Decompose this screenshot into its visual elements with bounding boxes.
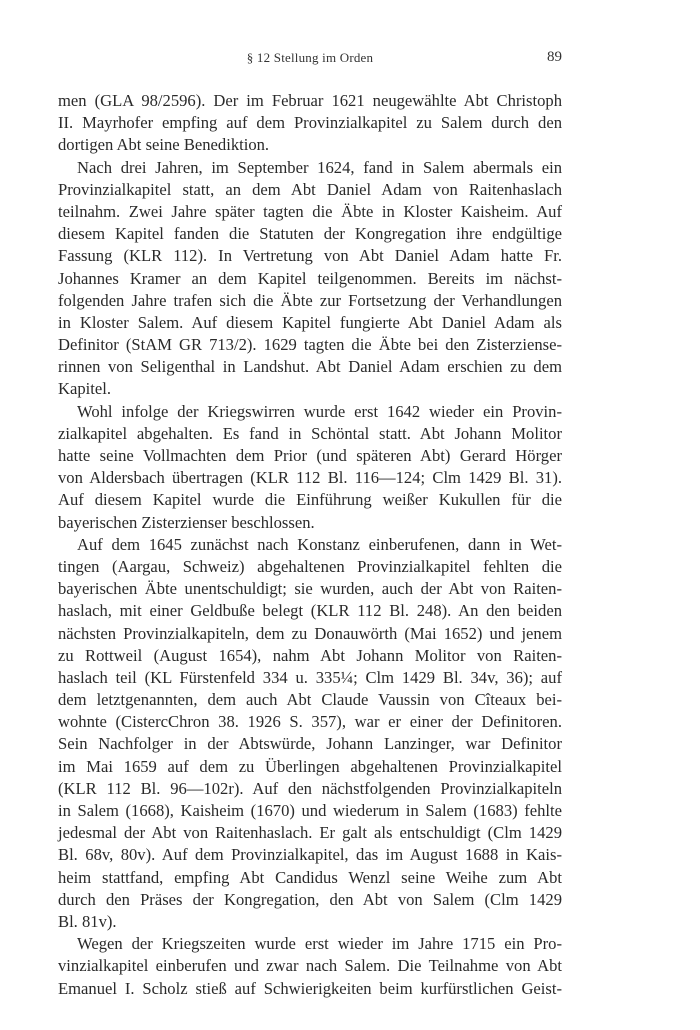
- text-line: men (GLA 98/2596). Der im Februar 1621 neugewählte Abt Christoph: [58, 91, 562, 110]
- text-line: Auf diesem Kapitel wurde die Einführung weißer Kukullen für die: [58, 490, 562, 510]
- text-line: Provinzialkapitel statt, an dem Abt Daniel Adam von Raitenhaslach: [58, 179, 562, 199]
- text-line: Kapitel.: [58, 379, 111, 399]
- text-line: (KLR 112 Bl. 96—102r). Auf den nächstfolgenden Provinzialkapiteln: [58, 778, 562, 798]
- text-line: Nach drei Jahren, im September 1624, fand in Salem abermals ein: [77, 157, 562, 177]
- text-line: vinzialkapitel einberufen und zwar nach Salem. Die Teilnahme von Abt: [58, 956, 562, 976]
- text-line: Definitor (StAM GR 713/2). 1629 tagten die Äbte bei den Zisterziense-: [58, 335, 562, 355]
- text-line: Johannes Kramer an dem Kapitel teilgenommen. Bereits im nächst-: [58, 268, 562, 288]
- text-line: jedesmal der Abt von Raitenhaslach. Er galt als entschuldigt (Clm 1429: [58, 823, 562, 843]
- text-line: heim stattfand, empfing Abt Candidus Wenzl seine Weihe zum Abt: [58, 867, 562, 887]
- text-line: II. Mayrhofer empfing auf dem Provinzialkapitel zu Salem durch den: [58, 113, 562, 133]
- text-line: bayerischen Äbte unentschuldigt; sie wurden, auch der Abt von Raiten-: [58, 579, 562, 599]
- text-line: Sein Nachfolger in der Abtswürde, Johann Lanzinger, war Definitor: [58, 734, 562, 754]
- running-title: § 12 Stellung im Orden: [246, 50, 374, 65]
- text-line: teilnahm. Zwei Jahre später tagten die Äbte in Kloster Kaisheim. Auf: [58, 201, 562, 221]
- text-line: in Kloster Salem. Auf diesem Kapitel fungierte Abt Daniel Adam als: [58, 312, 562, 332]
- text-line: tingen (Aargau, Schweiz) abgehaltenen Provinzialkapitel fehlten die: [58, 556, 562, 576]
- text-line: zu Rottweil (August 1654), nahm Abt Johann Molitor von Raiten-: [58, 645, 562, 665]
- text-line: durch den Präses der Kongregation, den Abt von Salem (Clm 1429: [58, 889, 562, 909]
- text-line: haslach teil (KL Fürstenfeld 334 u. 335¼; Clm 1429 Bl. 34v, 36); auf: [58, 667, 562, 687]
- text-line: nächsten Provinzialkapiteln, dem zu Donauwörth (Mai 1652) und jenem: [58, 623, 562, 643]
- text-line: zialkapitel abgehalten. Es fand in Schöntal statt. Abt Johann Molitor: [58, 423, 562, 443]
- text-line: Auf dem 1645 zunächst nach Konstanz einberufenen, dann in Wet-: [77, 534, 562, 554]
- body-text: [58, 90, 562, 1000]
- text-line: in Salem (1668), Kaisheim (1670) und wiederum in Salem (1683) fehlte: [58, 801, 562, 820]
- text-line: Wohl infolge der Kriegswirren wurde erst 1642 wieder ein Provin-: [77, 401, 562, 421]
- text-line: wohnte (CistercChron 38. 1926 S. 357), war er einer der Definitoren.: [58, 712, 562, 732]
- text-line: Bl. 68v, 80v). Auf dem Provinzialkapitel, das im August 1688 in Kais-: [58, 845, 562, 865]
- running-header: [58, 50, 562, 74]
- text-line: hatte seine Vollmachten dem Prior (und späteren Abt) Gerard Hörger: [58, 446, 562, 465]
- text-line: von Aldersbach übertragen (KLR 112 Bl. 116—124; Clm 1429 Bl. 31).: [58, 468, 562, 488]
- text-line: Fassung (KLR 112). In Vertretung von Abt Daniel Adam hatte Fr.: [58, 246, 562, 266]
- text-line: haslach, mit einer Geldbuße belegt (KLR 112 Bl. 248). An den beiden: [58, 601, 562, 621]
- text-line: diesem Kapitel fanden die Statuten der Kongregation ihre endgültige: [58, 224, 562, 244]
- text-line: Wegen der Kriegszeiten wurde erst wieder im Jahre 1715 ein Pro-: [77, 934, 562, 954]
- text-line: dem letztgenannten, dem auch Abt Claude Vaussin von Cîteaux bei-: [58, 690, 562, 710]
- text-line: im Mai 1659 auf dem zu Überlingen abgehaltenen Provinzialkapitel: [58, 756, 562, 776]
- text-line: rinnen von Seligenthal in Landshut. Abt Daniel Adam erschien zu dem: [58, 357, 562, 377]
- text-line: folgenden Jahre trafen sich die Äbte zur Fortsetzung der Verhandlungen: [58, 290, 562, 310]
- text-line: Emanuel I. Scholz stieß auf Schwierigkeiten beim kurfürstlichen Geist-: [58, 978, 562, 998]
- text-line: bayerischen Zisterzienser beschlossen.: [58, 512, 315, 532]
- page-number: 89: [547, 49, 562, 65]
- text-line: Bl. 81v).: [58, 911, 117, 931]
- text-line: dortigen Abt seine Benediktion.: [58, 135, 270, 155]
